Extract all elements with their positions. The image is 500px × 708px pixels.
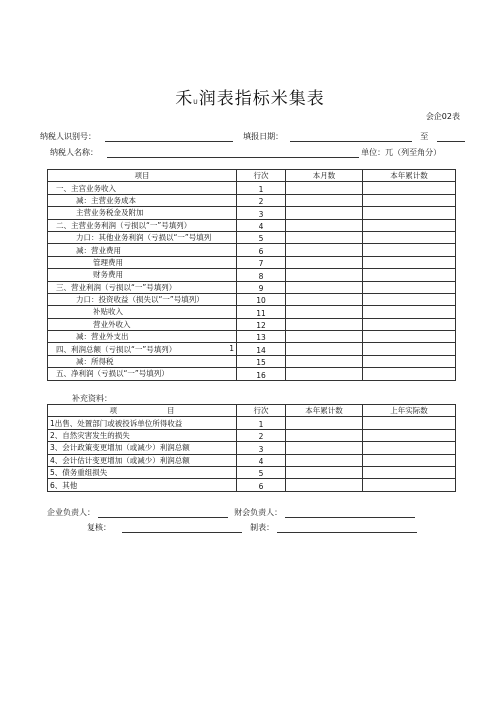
signature-row-2 [87,522,417,533]
month-value-cell[interactable] [286,219,363,231]
ytd-value-cell[interactable] [363,231,456,243]
row-number: 3 [237,207,286,219]
taxpayer-name-field[interactable] [107,148,359,158]
row-mark: 1 [229,343,234,353]
row-item: 一、主宫业务收入 [56,183,116,193]
row-item-cell [48,368,237,380]
income-table [47,169,456,381]
header-ytd: 本年累计数 [363,170,456,182]
row-item: 营业外收入 [93,319,131,329]
supplement-prev-cell[interactable] [363,454,456,466]
supplement-item: 6、其他 [48,479,237,491]
supplement-item: 2、自然灾害发生的损失 [48,429,237,441]
row-item: 管理费用 [93,257,123,267]
header-row-no: 行次 [237,170,286,182]
table-row [48,331,456,343]
form-code: 会企02表 [425,112,460,121]
taxpayer-id-field[interactable] [105,132,233,142]
header-item: 项目 [48,170,237,182]
row-item: 三、营业利润（亏损以“一”号填列） [56,282,177,292]
supplement-item: 3、会计政策变更增加（或减少）利润总额 [48,442,237,454]
row-item-cell [48,293,237,305]
ytd-value-cell[interactable] [363,256,456,268]
month-value-cell[interactable] [286,355,363,367]
table-row [48,269,456,281]
supplement-item: 5、债务重组损失 [48,466,237,478]
fill-date-label: 填报日期： [243,132,284,141]
enterprise-head-field[interactable] [98,508,228,518]
row-item: 五、净利润（亏损以“一”号填列） [56,369,169,379]
month-value-cell[interactable] [286,231,363,243]
header-char-1: 项 [109,406,117,416]
supplement-prev-cell[interactable] [363,442,456,454]
table-row [48,318,456,330]
row-item: 减：主营业务成本 [76,195,136,205]
month-value-cell[interactable] [286,306,363,318]
row-item: 力口：投资收益（损失以“一”号填列） [76,295,204,305]
supplement-prev-cell[interactable] [363,429,456,441]
table-row [48,355,456,367]
supplement-label: 补充资料： [72,394,112,403]
supplement-header-item [48,405,237,417]
table-row [48,306,456,318]
taxpayer-name-row [50,147,441,158]
row-item-cell [48,194,237,206]
ytd-value-cell[interactable] [363,318,456,330]
header-month: 本月数 [286,170,363,182]
supplement-row [48,417,456,429]
row-number: 16 [237,368,286,380]
ytd-value-cell[interactable] [363,182,456,194]
row-number: 8 [237,269,286,281]
preparer-field[interactable] [277,523,417,533]
ytd-value-cell[interactable] [363,219,456,231]
row-number: 15 [237,355,286,367]
row-item: 补贴收入 [93,307,123,317]
enterprise-head-label: 企业负责人： [47,508,95,517]
ytd-value-cell[interactable] [363,368,456,380]
ytd-value-cell[interactable] [363,355,456,367]
fill-date-end-field[interactable] [437,132,465,142]
reviewer-field[interactable] [122,523,242,533]
supplement-header-ytd: 本年累计数 [286,405,363,417]
month-value-cell[interactable] [286,244,363,256]
row-item-cell [48,269,237,281]
month-value-cell[interactable] [286,281,363,293]
row-item-cell [48,318,237,330]
supplement-row [48,466,456,478]
title-rest: 润表指标米集表 [198,89,325,109]
row-item: 主营业务税金及附加 [76,208,144,218]
row-item: 二、主营业务利润（亏损以“一”号填列） [56,220,192,230]
month-value-cell[interactable] [286,368,363,380]
row-number: 13 [237,331,286,343]
supplement-ytd-cell[interactable] [286,442,363,454]
month-value-cell[interactable] [286,182,363,194]
row-item: 减：所得税 [76,357,114,367]
row-number: 14 [237,343,286,355]
ytd-value-cell[interactable] [363,343,456,355]
unit-label: 单位：兀（列至角分） [361,148,442,157]
taxpayer-id-label: 纳税人识别号： [40,132,96,141]
row-number: 5 [237,231,286,243]
row-item-cell [48,231,237,243]
row-number: 11 [237,306,286,318]
month-value-cell[interactable] [286,256,363,268]
row-number: 1 [237,182,286,194]
finance-head-field[interactable] [285,508,415,518]
ytd-value-cell[interactable] [363,293,456,305]
row-number: 10 [237,293,286,305]
supplement-header-row-no: 行次 [237,405,286,417]
supplement-item: 1出售、处置部门或被投诉单位所得收益 [48,417,237,429]
supplement-ytd-cell[interactable] [286,429,363,441]
month-value-cell[interactable] [286,207,363,219]
supplement-header-prev: 上年实际数 [363,405,456,417]
table-row [48,207,456,219]
ytd-value-cell[interactable] [363,194,456,206]
supplement-prev-cell[interactable] [363,466,456,478]
supplement-row-number: 5 [237,466,286,478]
header-char-2: 目 [167,406,175,416]
row-item: 财务费用 [93,270,123,280]
month-value-cell[interactable] [286,331,363,343]
row-number: 2 [237,194,286,206]
title-char: 禾 [175,89,194,109]
month-value-cell[interactable] [286,293,363,305]
finance-head-label: 财会负责人： [234,508,283,517]
supplement-header-row [48,405,456,417]
month-value-cell[interactable] [286,343,363,355]
row-number: 9 [237,281,286,293]
table-row [48,194,456,206]
taxpayer-id-row [40,131,465,142]
taxpayer-name-label: 纳税人名称： [50,148,98,157]
title-sup: U [193,99,199,106]
fill-date-field[interactable] [290,132,412,142]
table-row [48,219,456,231]
row-item-cell [48,256,237,268]
ytd-value-cell[interactable] [363,269,456,281]
supplement-row-number: 6 [237,479,286,491]
supplement-table [47,404,456,492]
table-row [48,182,456,194]
supplement-row [48,442,456,454]
signature-row-1 [47,507,415,518]
row-number: 4 [237,219,286,231]
row-item: 减：营业外支出 [76,332,129,342]
supplement-row [48,479,456,491]
row-item-cell [48,343,237,355]
row-item: 减：营业费用 [76,245,121,255]
table-row [48,256,456,268]
row-item-cell [48,244,237,256]
supplement-prev-cell[interactable] [363,479,456,491]
supplement-prev-cell[interactable] [363,417,456,429]
row-item-cell [48,182,237,194]
table-row [48,368,456,380]
row-item-cell [48,219,237,231]
supplement-row-number: 2 [237,429,286,441]
ytd-value-cell[interactable] [363,306,456,318]
supplement-ytd-cell[interactable] [286,454,363,466]
ytd-value-cell[interactable] [363,331,456,343]
ytd-value-cell[interactable] [363,244,456,256]
page-title [0,84,500,109]
row-item-cell [48,281,237,293]
table-row [48,343,456,355]
table-row [48,281,456,293]
reviewer-label: 复核： [87,523,111,532]
month-value-cell[interactable] [286,194,363,206]
supplement-row [48,454,456,466]
ytd-value-cell[interactable] [363,281,456,293]
ytd-value-cell[interactable] [363,207,456,219]
row-number: 7 [237,256,286,268]
row-item-cell [48,207,237,219]
row-number: 12 [237,318,286,330]
row-item: 四、利润总额（亏损以“一”号填列） [56,344,177,354]
to-label: 至 [420,132,429,141]
row-item-cell [48,331,237,343]
supplement-item: 4、会计估计变更增加（或减少）利润总额 [48,454,237,466]
month-value-cell[interactable] [286,318,363,330]
row-number: 6 [237,244,286,256]
row-item: 力口：其他业务利润（亏损以“一”号填列 [76,233,212,243]
preparer-label: 制表： [250,523,275,532]
month-value-cell[interactable] [286,269,363,281]
table-row [48,293,456,305]
supplement-row-number: 4 [237,454,286,466]
supplement-ytd-cell[interactable] [286,479,363,491]
supplement-ytd-cell[interactable] [286,466,363,478]
table-header-row [48,170,456,182]
row-item-cell [48,355,237,367]
supplement-row [48,429,456,441]
supplement-row-number: 3 [237,442,286,454]
supplement-ytd-cell[interactable] [286,417,363,429]
table-row [48,244,456,256]
table-row [48,231,456,243]
supplement-row-number: 1 [237,417,286,429]
row-item-cell [48,306,237,318]
